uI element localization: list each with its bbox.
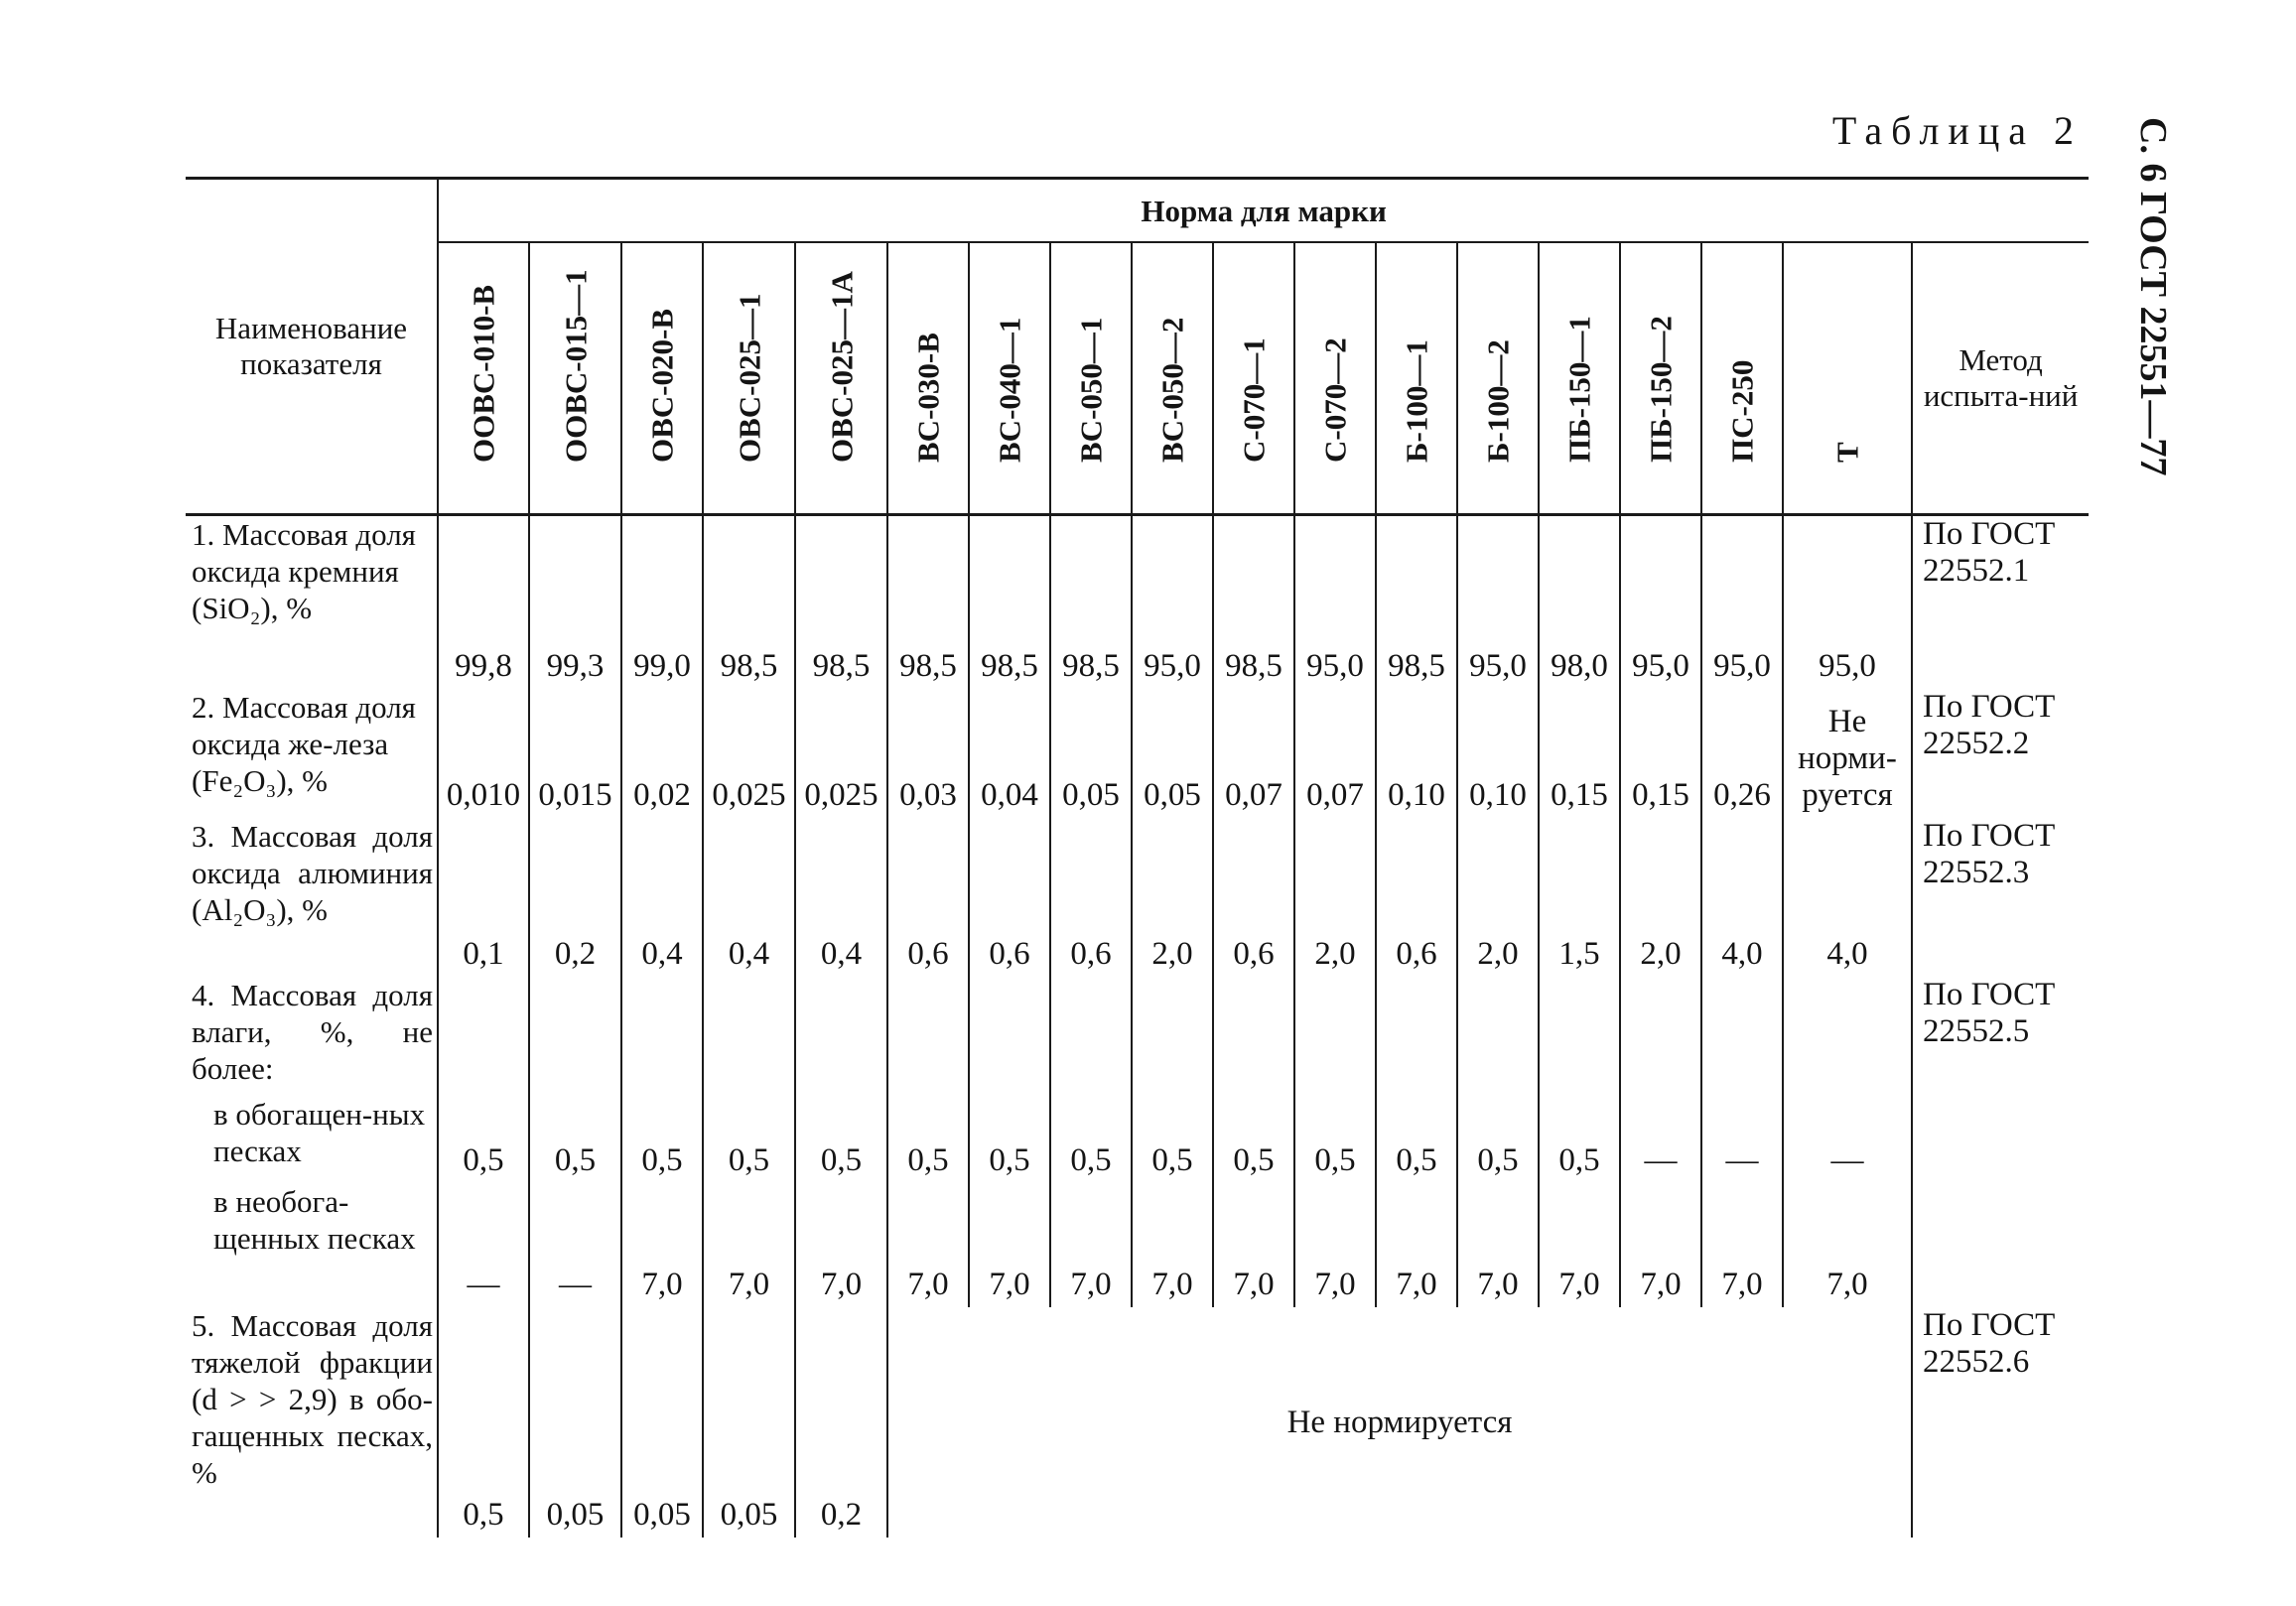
table-cell: 7,0: [1213, 1183, 1294, 1307]
method-cell: По ГОСТ 22552.3: [1912, 818, 2089, 977]
grade-header: С-070—1: [1213, 242, 1294, 515]
table-row: [186, 1183, 2089, 1307]
table-cell: 95,0: [1783, 515, 1912, 690]
table-cell: 7,0: [1132, 1183, 1213, 1307]
table-cell-empty: [1620, 977, 1701, 1096]
table-cell: 0,5: [438, 1307, 529, 1538]
table-cell-empty: [1213, 977, 1294, 1096]
grade-header: С-070—2: [1294, 242, 1376, 515]
grade-header: ОВС-020-В: [621, 242, 703, 515]
table-cell: 95,0: [1294, 515, 1376, 690]
grade-header: ПС-250: [1701, 242, 1783, 515]
grade-header: ВС-050—1: [1050, 242, 1132, 515]
table-cell: 0,2: [529, 818, 621, 977]
table-cell: 0,5: [438, 1096, 529, 1183]
table-row: [186, 689, 2089, 818]
grade-header: Б-100—2: [1457, 242, 1539, 515]
table-cell-empty: [1294, 977, 1376, 1096]
table-cell: 0,5: [1132, 1096, 1213, 1183]
grade-header: Б-100—1: [1376, 242, 1457, 515]
table-cell-empty: [1539, 977, 1620, 1096]
table-cell-empty: [969, 977, 1050, 1096]
table-cell: —: [1620, 1096, 1701, 1183]
grade-header: ВС-050—2: [1132, 242, 1213, 515]
table-row: [186, 1096, 2089, 1183]
table-cell: 0,07: [1213, 689, 1294, 818]
grade-header: ПБ-150—2: [1620, 242, 1701, 515]
row-label: 4. Массовая доля влаги, %, не более:: [192, 978, 433, 1086]
table-cell: 0,5: [1539, 1096, 1620, 1183]
table-cell: 98,5: [887, 515, 969, 690]
table-cell: 2,0: [1457, 818, 1539, 977]
table-cell: 0,4: [621, 818, 703, 977]
table-cell: 0,5: [1294, 1096, 1376, 1183]
table-row: [186, 977, 2089, 1096]
table-cell: —: [529, 1183, 621, 1307]
table-cell: 0,5: [1050, 1096, 1132, 1183]
table-cell: 7,0: [1620, 1183, 1701, 1307]
table-cell: 0,6: [1213, 818, 1294, 977]
table-cell: 98,5: [1050, 515, 1132, 690]
table-cell: 7,0: [1539, 1183, 1620, 1307]
table-cell: 2,0: [1620, 818, 1701, 977]
table-cell: 0,10: [1457, 689, 1539, 818]
table-cell: 4,0: [1701, 818, 1783, 977]
table-cell: 95,0: [1701, 515, 1783, 690]
table-cell: 2,0: [1132, 818, 1213, 977]
table-cell: 0,025: [703, 689, 795, 818]
column-header-method: Метод испыта-ний: [1912, 242, 2089, 515]
table-cell: 98,5: [1213, 515, 1294, 690]
table-cell: 0,6: [887, 818, 969, 977]
table-cell: 7,0: [795, 1183, 887, 1307]
table-cell: 0,6: [969, 818, 1050, 977]
table-cell: 0,26: [1701, 689, 1783, 818]
row-label: 1. Массовая доля оксида кремния (SiO₂), %: [192, 517, 416, 625]
method-cell-empty: [1912, 1183, 2089, 1307]
table-cell-not-normed: Не норми-руется: [1783, 689, 1912, 818]
table-cell: 0,2: [795, 1307, 887, 1538]
table-cell: 99,8: [438, 515, 529, 690]
table-cell-empty: [1783, 977, 1912, 1096]
table-cell: 7,0: [1783, 1183, 1912, 1307]
table-cell: 7,0: [1457, 1183, 1539, 1307]
table-cell: 0,5: [621, 1096, 703, 1183]
table-cell: 0,04: [969, 689, 1050, 818]
table-cell: 98,0: [1539, 515, 1620, 690]
method-cell: По ГОСТ 22552.5: [1912, 977, 2089, 1096]
grade-header: ВС-030-В: [887, 242, 969, 515]
table-cell: 0,05: [621, 1307, 703, 1538]
table-cell: 0,15: [1539, 689, 1620, 818]
table-cell: 7,0: [1050, 1183, 1132, 1307]
table-cell: 0,05: [703, 1307, 795, 1538]
table-cell: —: [438, 1183, 529, 1307]
table-cell: 95,0: [1457, 515, 1539, 690]
table-cell-empty: [1457, 977, 1539, 1096]
table-cell: 0,05: [1050, 689, 1132, 818]
row-label: 5. Массовая доля тяжелой фракции (d > > 2,9) в обо-гащенных песках, %: [192, 1308, 433, 1490]
table-cell-empty: [795, 977, 887, 1096]
table-cell: 0,025: [795, 689, 887, 818]
grade-header: ООВС-015—1: [529, 242, 621, 515]
page-reference-text: С. 6 ГОСТ 22551—77: [2132, 117, 2174, 476]
table-cell-empty: [1701, 977, 1783, 1096]
table-cell-empty: [1132, 977, 1213, 1096]
table-cell: 7,0: [1701, 1183, 1783, 1307]
table-cell-empty: [621, 977, 703, 1096]
method-cell: По ГОСТ 22552.1: [1912, 515, 2089, 690]
table-row: [186, 515, 2089, 690]
grade-header: ПБ-150—1: [1539, 242, 1620, 515]
column-group-header: Норма для марки: [438, 179, 2089, 243]
table-cell: 99,3: [529, 515, 621, 690]
table-cell: 0,15: [1620, 689, 1701, 818]
table-cell: 2,0: [1294, 818, 1376, 977]
row-label: 2. Массовая доля оксида же-леза (Fe₂O₃), %: [192, 690, 416, 798]
table-cell: 0,5: [969, 1096, 1050, 1183]
table-cell: 99,0: [621, 515, 703, 690]
table-cell: 0,6: [1050, 818, 1132, 977]
table-cell-empty: [1050, 977, 1132, 1096]
table-number-label: Таблица 2: [1831, 108, 2083, 153]
row-sublabel: в обогащен-ных песках: [213, 1097, 426, 1168]
grade-header: ООВС-010-В: [438, 242, 529, 515]
table-cell: 95,0: [1132, 515, 1213, 690]
table-cell: 0,6: [1376, 818, 1457, 977]
table-cell: 7,0: [887, 1183, 969, 1307]
row-label: 3. Массовая доля оксида алюминия (Al₂O₃), %: [192, 819, 433, 927]
grade-header: ОВС-025—1А: [795, 242, 887, 515]
table-cell: 1,5: [1539, 818, 1620, 977]
table-cell: 0,5: [529, 1096, 621, 1183]
table-cell: 0,5: [1376, 1096, 1457, 1183]
table-grades-header-row: [186, 242, 2089, 515]
grade-header: Т: [1783, 242, 1912, 515]
table-cell: 7,0: [1376, 1183, 1457, 1307]
table-cell: 0,010: [438, 689, 529, 818]
table-cell: 0,1: [438, 818, 529, 977]
row-sublabel: в необога-щенных песках: [213, 1184, 416, 1256]
table-group-header-row: [186, 179, 2089, 243]
table-cell: 0,02: [621, 689, 703, 818]
table-cell: 98,5: [1376, 515, 1457, 690]
table-cell-empty: [529, 977, 621, 1096]
table-cell: 0,4: [703, 818, 795, 977]
table-cell: 95,0: [1620, 515, 1701, 690]
table-cell: 0,4: [795, 818, 887, 977]
table-cell: 0,5: [795, 1096, 887, 1183]
table-cell: 7,0: [703, 1183, 795, 1307]
table-cell: 7,0: [1294, 1183, 1376, 1307]
table-cell: 0,5: [1213, 1096, 1294, 1183]
table-cell-empty: [438, 977, 529, 1096]
grade-header: ОВС-025—1: [703, 242, 795, 515]
method-cell: По ГОСТ 22552.6: [1912, 1307, 2089, 1538]
table-cell-empty: [887, 977, 969, 1096]
grade-header: ВС-040—1: [969, 242, 1050, 515]
table-cell: 0,5: [1457, 1096, 1539, 1183]
table-cell: 98,5: [795, 515, 887, 690]
table-cell: 0,5: [703, 1096, 795, 1183]
table-cell: 7,0: [621, 1183, 703, 1307]
not-normed-note: Не нормируется: [887, 1307, 1912, 1538]
column-header-name: Наименование показателя: [186, 179, 438, 515]
table-cell: —: [1701, 1096, 1783, 1183]
table-cell: 98,5: [703, 515, 795, 690]
page-reference: [2117, 117, 2189, 514]
table-cell: 0,05: [1132, 689, 1213, 818]
table-cell-empty: [703, 977, 795, 1096]
table-cell: 7,0: [969, 1183, 1050, 1307]
table-cell: 0,03: [887, 689, 969, 818]
table-cell: 4,0: [1783, 818, 1912, 977]
table-cell: —: [1783, 1096, 1912, 1183]
table-cell: 0,07: [1294, 689, 1376, 818]
table-row: [186, 1307, 2089, 1538]
table-cell: 0,05: [529, 1307, 621, 1538]
table-cell: 0,5: [887, 1096, 969, 1183]
table-cell-empty: [1376, 977, 1457, 1096]
table-row: [186, 818, 2089, 977]
table-cell: 98,5: [969, 515, 1050, 690]
table-cell: 0,015: [529, 689, 621, 818]
table-cell: 0,10: [1376, 689, 1457, 818]
spec-table: [186, 177, 2089, 1538]
method-cell-empty: [1912, 1096, 2089, 1183]
method-cell: По ГОСТ 22552.2: [1912, 689, 2089, 818]
